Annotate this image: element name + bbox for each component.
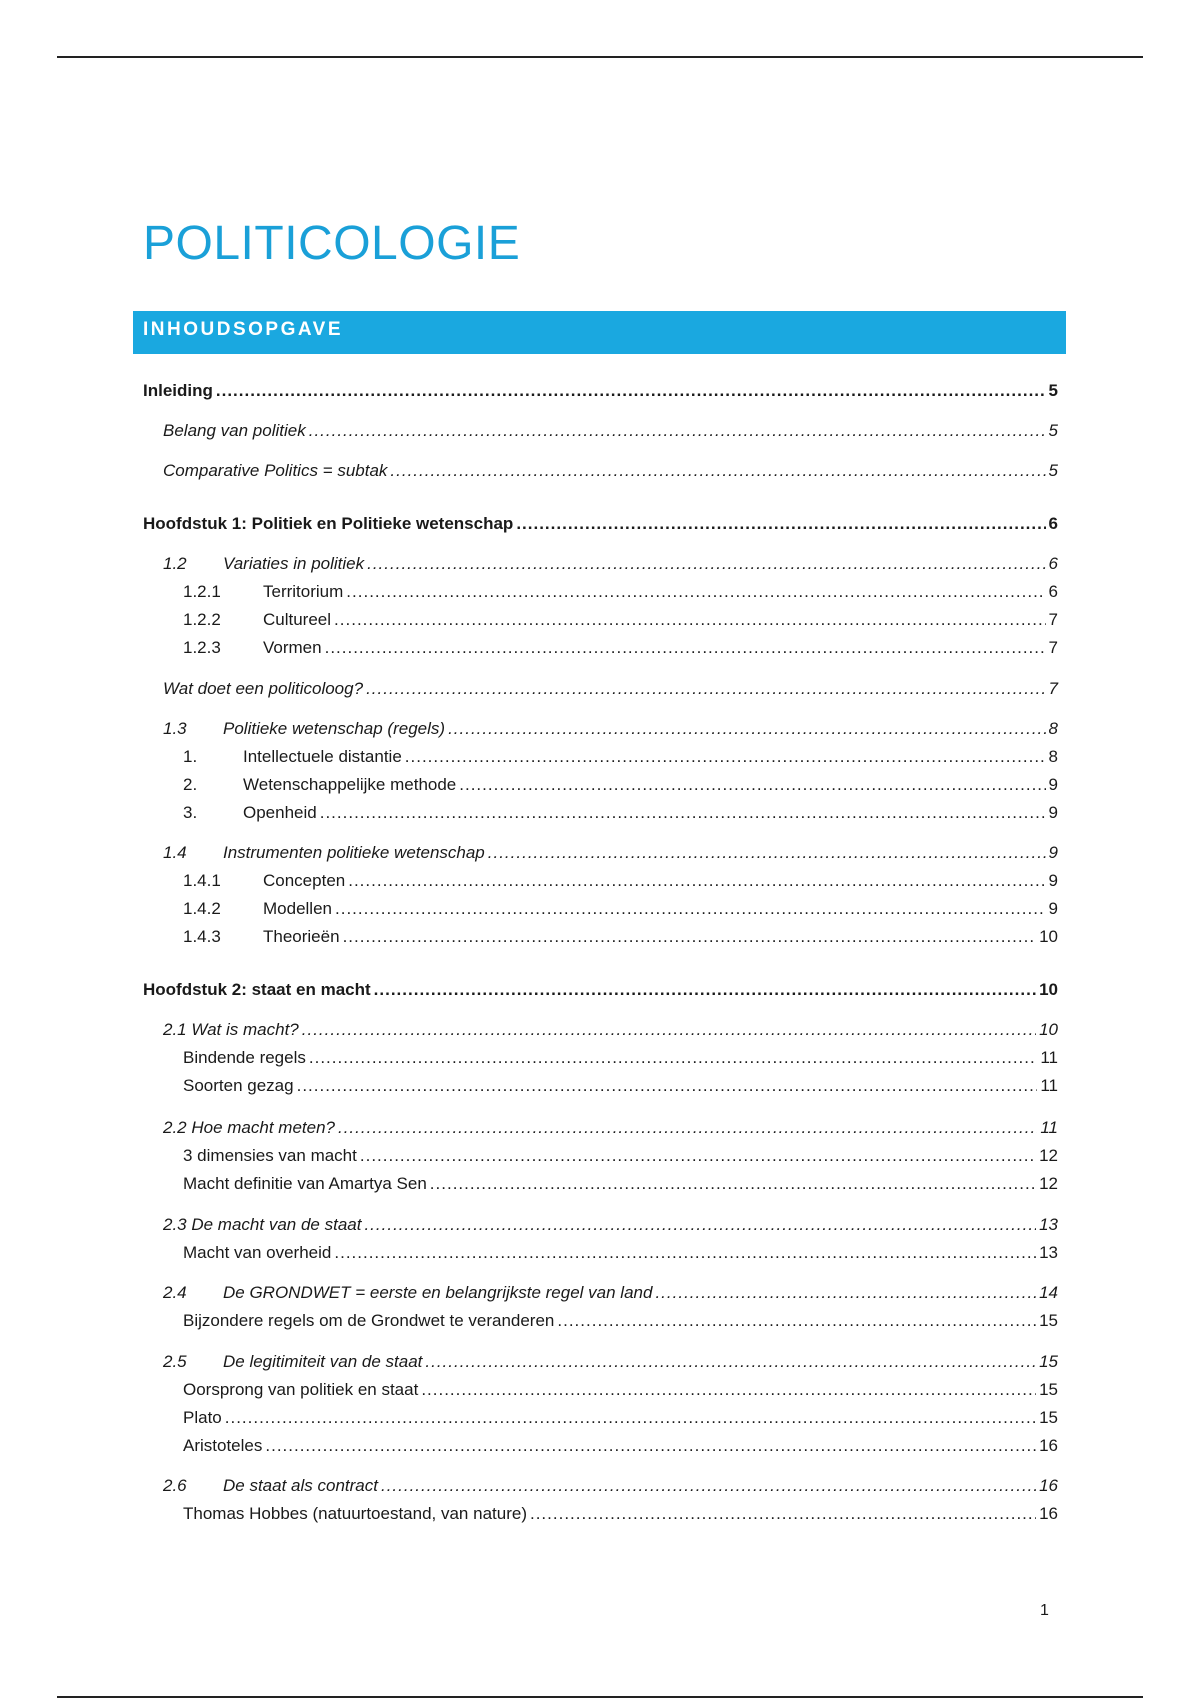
toc-entry[interactable] (143, 897, 1058, 921)
toc-entry[interactable] (143, 580, 1058, 604)
toc-entry[interactable] (143, 419, 1058, 443)
toc-entry-title: 2.2 Hoe macht meten? (163, 1118, 335, 1137)
toc-entry-page: 16 (1039, 1476, 1058, 1495)
toc-entry-page: 16 (1039, 1504, 1058, 1523)
toc-entry-title: Wetenschappelijke methode (243, 775, 457, 794)
toc-dot-leader (366, 677, 1045, 701)
toc-entry-title: Macht van overheid (183, 1243, 332, 1262)
toc-entry-page: 13 (1039, 1243, 1058, 1262)
toc-dot-leader (335, 897, 1046, 921)
toc-entry-number: 1.2.2 (183, 610, 221, 629)
toc-entry-page: 15 (1039, 1352, 1058, 1371)
toc-entry-title: Concepten (263, 871, 346, 890)
toc-entry-number: 1.2.1 (183, 582, 221, 601)
toc-entry-title: Soorten gezag (183, 1076, 294, 1095)
toc-entry[interactable] (143, 978, 1058, 1002)
footer-rule (57, 1696, 1143, 1698)
toc-dot-leader (225, 1406, 1036, 1430)
toc-entry[interactable] (143, 1406, 1058, 1430)
toc-entry[interactable] (143, 869, 1058, 893)
toc-entry-title: Oorsprong van politiek en staat (183, 1380, 419, 1399)
toc-entry-number: 1.4.1 (183, 871, 221, 890)
toc-entry-title: Macht definitie van Amartya Sen (183, 1174, 427, 1193)
toc-entry-title: Inleiding (143, 381, 213, 400)
toc-entry[interactable] (143, 1350, 1058, 1374)
toc-dot-leader (325, 636, 1046, 660)
page-number: 1 (1040, 1602, 1049, 1619)
toc-dot-leader (459, 773, 1045, 797)
toc-entry-number: 1.2.3 (183, 638, 221, 657)
document-title: POLITICOLOGIE (143, 217, 521, 270)
toc-dot-leader (488, 841, 1046, 865)
toc-entry-page: 10 (1039, 980, 1058, 999)
toc-entry[interactable] (143, 1116, 1058, 1140)
toc-entry-title: Instrumenten politieke wetenschap (223, 843, 485, 862)
toc-entry-title: 2.3 De macht van de staat (163, 1215, 362, 1234)
toc-entry[interactable] (143, 1309, 1058, 1333)
toc-entry-number: 1.2 (163, 554, 187, 573)
toc-entry[interactable] (143, 1213, 1058, 1237)
toc-entry-page: 7 (1048, 679, 1058, 698)
toc-entry-page: 5 (1048, 421, 1058, 440)
toc-entry[interactable] (143, 773, 1058, 797)
toc-dot-leader (334, 608, 1045, 632)
toc-dot-leader (297, 1074, 1038, 1098)
toc-entry-title: Wat doet een politicoloog? (163, 679, 364, 698)
toc-dot-leader (557, 1309, 1036, 1333)
toc-entry[interactable] (143, 1018, 1058, 1042)
toc-entry-page: 6 (1048, 582, 1058, 601)
toc-dot-leader (430, 1172, 1036, 1196)
toc-entry-page: 10 (1039, 1020, 1058, 1039)
toc-dot-leader (216, 379, 1046, 403)
toc-entry-page: 5 (1048, 381, 1058, 400)
toc-dot-leader (320, 801, 1046, 825)
toc-entry[interactable] (143, 1241, 1058, 1265)
toc-entry[interactable] (143, 459, 1058, 483)
toc-entry-title: De GRONDWET = eerste en belangrijkste regel van land (223, 1283, 653, 1302)
toc-entry-number: 1.3 (163, 719, 187, 738)
toc-entry[interactable] (143, 841, 1058, 865)
toc-dot-leader (655, 1281, 1036, 1305)
toc-entry-title: Bijzondere regels om de Grondwet te veranderen (183, 1311, 555, 1330)
toc-entry-page: 11 (1040, 1048, 1058, 1067)
toc-entry-page: 5 (1048, 461, 1058, 480)
toc-entry-title: Territorium (263, 582, 344, 601)
toc-entry-page: 11 (1040, 1118, 1058, 1137)
toc-entry-title: Politieke wetenschap (regels) (223, 719, 446, 738)
toc-dot-leader (265, 1434, 1036, 1458)
toc-entry[interactable] (143, 1074, 1058, 1098)
toc-dot-leader (516, 512, 1045, 536)
header-rule (57, 56, 1143, 58)
toc-entry-page: 9 (1048, 899, 1058, 918)
toc-dot-leader (309, 1046, 1037, 1070)
toc-entry-title: 2.1 Wat is macht? (163, 1020, 299, 1039)
toc-entry-number: 1.4.3 (183, 927, 221, 946)
toc-entry-title: Openheid (243, 803, 317, 822)
toc-entry-number: 2.5 (163, 1352, 187, 1371)
toc-entry-page: 8 (1048, 719, 1058, 738)
toc-dot-leader (374, 978, 1036, 1002)
toc-entry[interactable] (143, 925, 1058, 949)
toc-entry-page: 16 (1039, 1436, 1058, 1455)
toc-entry-page: 9 (1048, 803, 1058, 822)
toc-dot-leader (338, 1116, 1037, 1140)
toc-dot-leader (334, 1241, 1036, 1265)
toc-entry-page: 14 (1039, 1283, 1058, 1302)
toc-entry-title: Plato (183, 1408, 222, 1427)
toc-entry[interactable] (143, 677, 1058, 701)
toc-dot-leader (360, 1144, 1036, 1168)
toc-entry-page: 9 (1048, 871, 1058, 890)
toc-entry-page: 15 (1039, 1311, 1058, 1330)
toc-entry-page: 13 (1039, 1215, 1058, 1234)
toc-dot-leader (421, 1378, 1036, 1402)
toc-entry-page: 12 (1039, 1174, 1058, 1193)
toc-entry[interactable] (143, 801, 1058, 825)
toc-entry-page: 9 (1048, 843, 1058, 862)
toc-entry-title: Intellectuele distantie (243, 747, 402, 766)
toc-heading: INHOUDSOPGAVE (143, 319, 344, 340)
toc-dot-leader (348, 869, 1045, 893)
toc-heading-banner (133, 311, 1066, 354)
toc-entry-title: Thomas Hobbes (natuurtoestand, van nature) (183, 1504, 527, 1523)
toc-dot-leader (364, 1213, 1036, 1237)
toc-entry-title: Modellen (263, 899, 332, 918)
toc-entry[interactable] (143, 717, 1058, 741)
toc-entry-number: 2.6 (163, 1476, 187, 1495)
toc-dot-leader (448, 717, 1045, 741)
toc-entry[interactable] (143, 512, 1058, 536)
toc-dot-leader (346, 580, 1045, 604)
toc-entry[interactable] (143, 379, 1058, 403)
toc-dot-leader (302, 1018, 1036, 1042)
toc-entry-number: 2.4 (163, 1283, 187, 1302)
toc-entry[interactable] (143, 1046, 1058, 1070)
toc-entry[interactable] (143, 552, 1058, 576)
toc-entry-number: 1.4 (163, 843, 187, 862)
toc-dot-leader (309, 419, 1046, 443)
toc-entry-page: 7 (1048, 610, 1058, 629)
toc-entry-title: Aristoteles (183, 1436, 263, 1455)
toc-entry-page: 15 (1039, 1380, 1058, 1399)
toc-entry-title: Vormen (263, 638, 322, 657)
toc-entry-number: 1. (183, 747, 198, 766)
toc-entry[interactable] (143, 1144, 1058, 1168)
toc-entry[interactable] (143, 1474, 1058, 1498)
toc-entry-title: Cultureel (263, 610, 332, 629)
toc-entry-page: 11 (1040, 1076, 1058, 1095)
toc-entry-title: Comparative Politics = subtak (163, 461, 388, 480)
toc-entry-page: 6 (1048, 514, 1058, 533)
toc-entry-title: Hoofdstuk 2: staat en macht (143, 980, 371, 999)
toc-entry-title: 3 dimensies van macht (183, 1146, 357, 1165)
toc-entry-title: Belang van politiek (163, 421, 306, 440)
toc-entry[interactable] (143, 1378, 1058, 1402)
toc-entry[interactable] (143, 1172, 1058, 1196)
toc-entry-number: 2. (183, 775, 198, 794)
toc-entry[interactable] (143, 1434, 1058, 1458)
toc-dot-leader (390, 459, 1045, 483)
toc-entry[interactable] (143, 1281, 1058, 1305)
toc-entry[interactable] (143, 636, 1058, 660)
toc-entry-page: 10 (1039, 927, 1058, 946)
toc-entry-title: De staat als contract (223, 1476, 378, 1495)
toc-entry-number: 3. (183, 803, 198, 822)
toc-dot-leader (425, 1350, 1036, 1374)
toc-entry[interactable] (143, 608, 1058, 632)
toc-entry-page: 7 (1048, 638, 1058, 657)
toc-entry-page: 8 (1048, 747, 1058, 766)
toc-dot-leader (381, 1474, 1036, 1498)
toc-dot-leader (405, 745, 1046, 769)
toc-entry-number: 1.4.2 (183, 899, 221, 918)
toc-dot-leader (530, 1502, 1036, 1526)
toc-entry[interactable] (143, 1502, 1058, 1526)
toc-dot-leader (367, 552, 1045, 576)
toc-dot-leader (343, 925, 1037, 949)
toc-entry-title: Variaties in politiek (223, 554, 365, 573)
toc-entry-title: De legitimiteit van de staat (223, 1352, 423, 1371)
toc-entry-title: Hoofdstuk 1: Politiek en Politieke wetenschap (143, 514, 514, 533)
toc-entry-page: 15 (1039, 1408, 1058, 1427)
toc-entry-title: Theorieën (263, 927, 340, 946)
toc-entry[interactable] (143, 745, 1058, 769)
toc-entry-page: 9 (1048, 775, 1058, 794)
toc-entry-page: 6 (1048, 554, 1058, 573)
toc-entry-page: 12 (1039, 1146, 1058, 1165)
toc-entry-title: Bindende regels (183, 1048, 306, 1067)
